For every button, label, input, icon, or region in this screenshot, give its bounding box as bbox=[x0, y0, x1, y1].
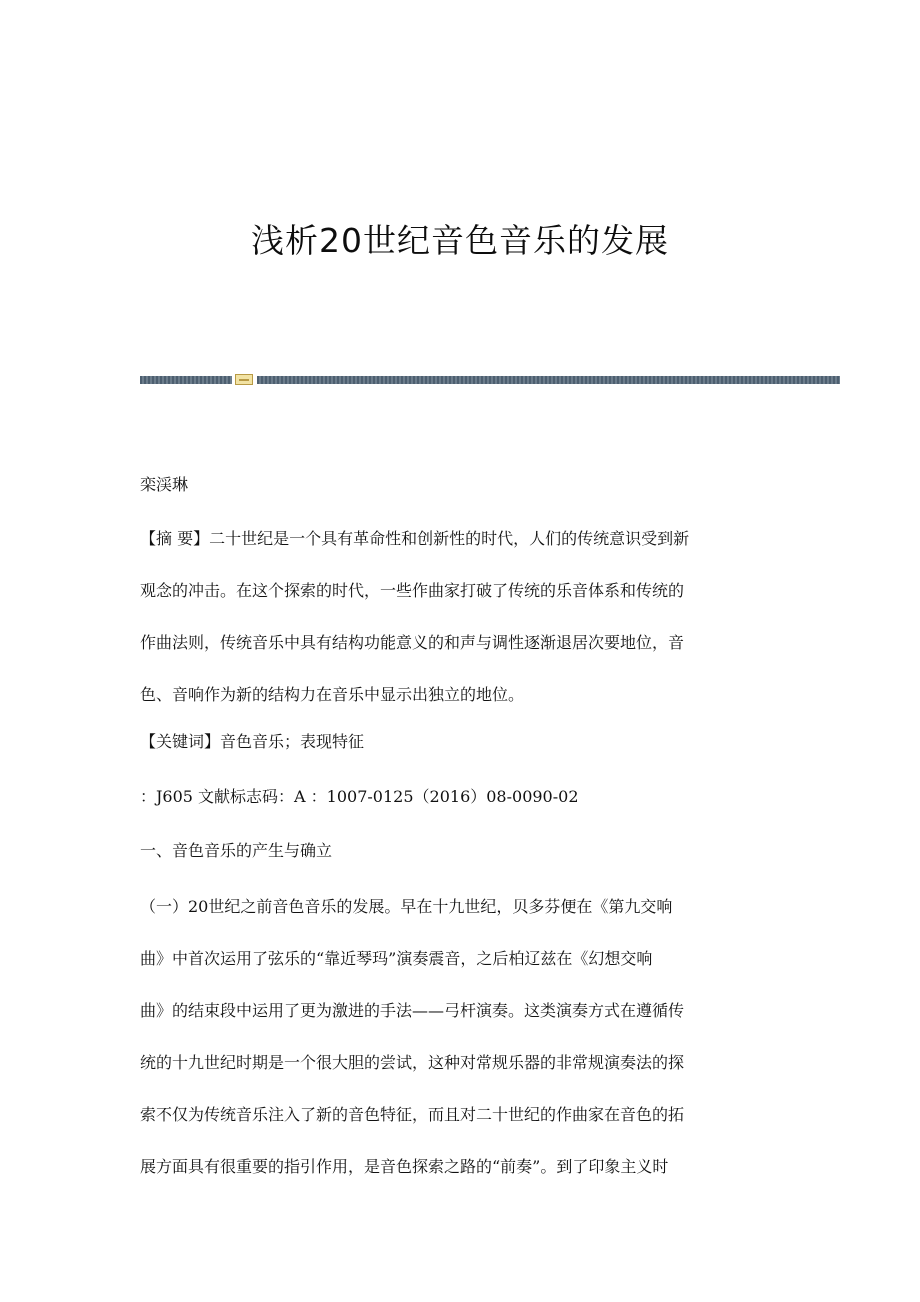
body-line: （一）20世纪之前音色音乐的发展。早在十九世纪，贝多芬便在《第九交响 bbox=[140, 897, 673, 916]
body-line: 索不仅为传统音乐注入了新的音色特征，而且对二十世纪的作曲家在音色的拓 bbox=[140, 1105, 685, 1124]
body-line: 统的十九世纪时期是一个很大胆的尝试，这种对常规乐器的非常规演奏法的探 bbox=[140, 1053, 685, 1072]
title-divider-right bbox=[257, 376, 840, 384]
author-name: 栾渓琳 bbox=[140, 475, 189, 494]
abstract-line: 【摘 要】二十世纪是一个具有革命性和创新性的时代，人们的传统意识受到新 bbox=[140, 529, 690, 548]
page-title: 浅析20世纪音色音乐的发展 bbox=[251, 221, 669, 260]
body-paragraph bbox=[140, 894, 780, 1206]
abstract bbox=[140, 526, 780, 734]
section-heading: 一、音色音乐的产生与确立 bbox=[140, 841, 333, 860]
abstract-line: 色、音响作为新的结构力在音乐中显示出独立的地位。 bbox=[140, 685, 525, 704]
body-line: 曲》中首次运用了弦乐的“靠近琴玛”演奏震音，之后柏辽兹在《幻想交响 bbox=[140, 949, 653, 968]
body-line: 展方面具有很重要的指引作用，是音色探索之路的“前奏”。到了印象主义时 bbox=[140, 1157, 669, 1176]
body-line: 曲》的结束段中运用了更为激进的手法——弓杆演奏。这类演奏方式在遵循传 bbox=[140, 1001, 685, 1020]
divider-ornament-icon bbox=[235, 374, 253, 385]
keywords: 【关键词】音色音乐；表现特征 bbox=[140, 732, 365, 751]
abstract-line: 作曲法则，传统音乐中具有结构功能意义的和声与调性逐渐退居次要地位，音 bbox=[140, 633, 685, 652]
classification-code: ：J605 文献标志码：A ：1007-0125（2016）08-0090-02 bbox=[140, 787, 579, 806]
abstract-line: 观念的冲击。在这个探索的时代，一些作曲家打破了传统的乐音体系和传统的 bbox=[140, 581, 685, 600]
title-divider-left bbox=[140, 376, 232, 384]
